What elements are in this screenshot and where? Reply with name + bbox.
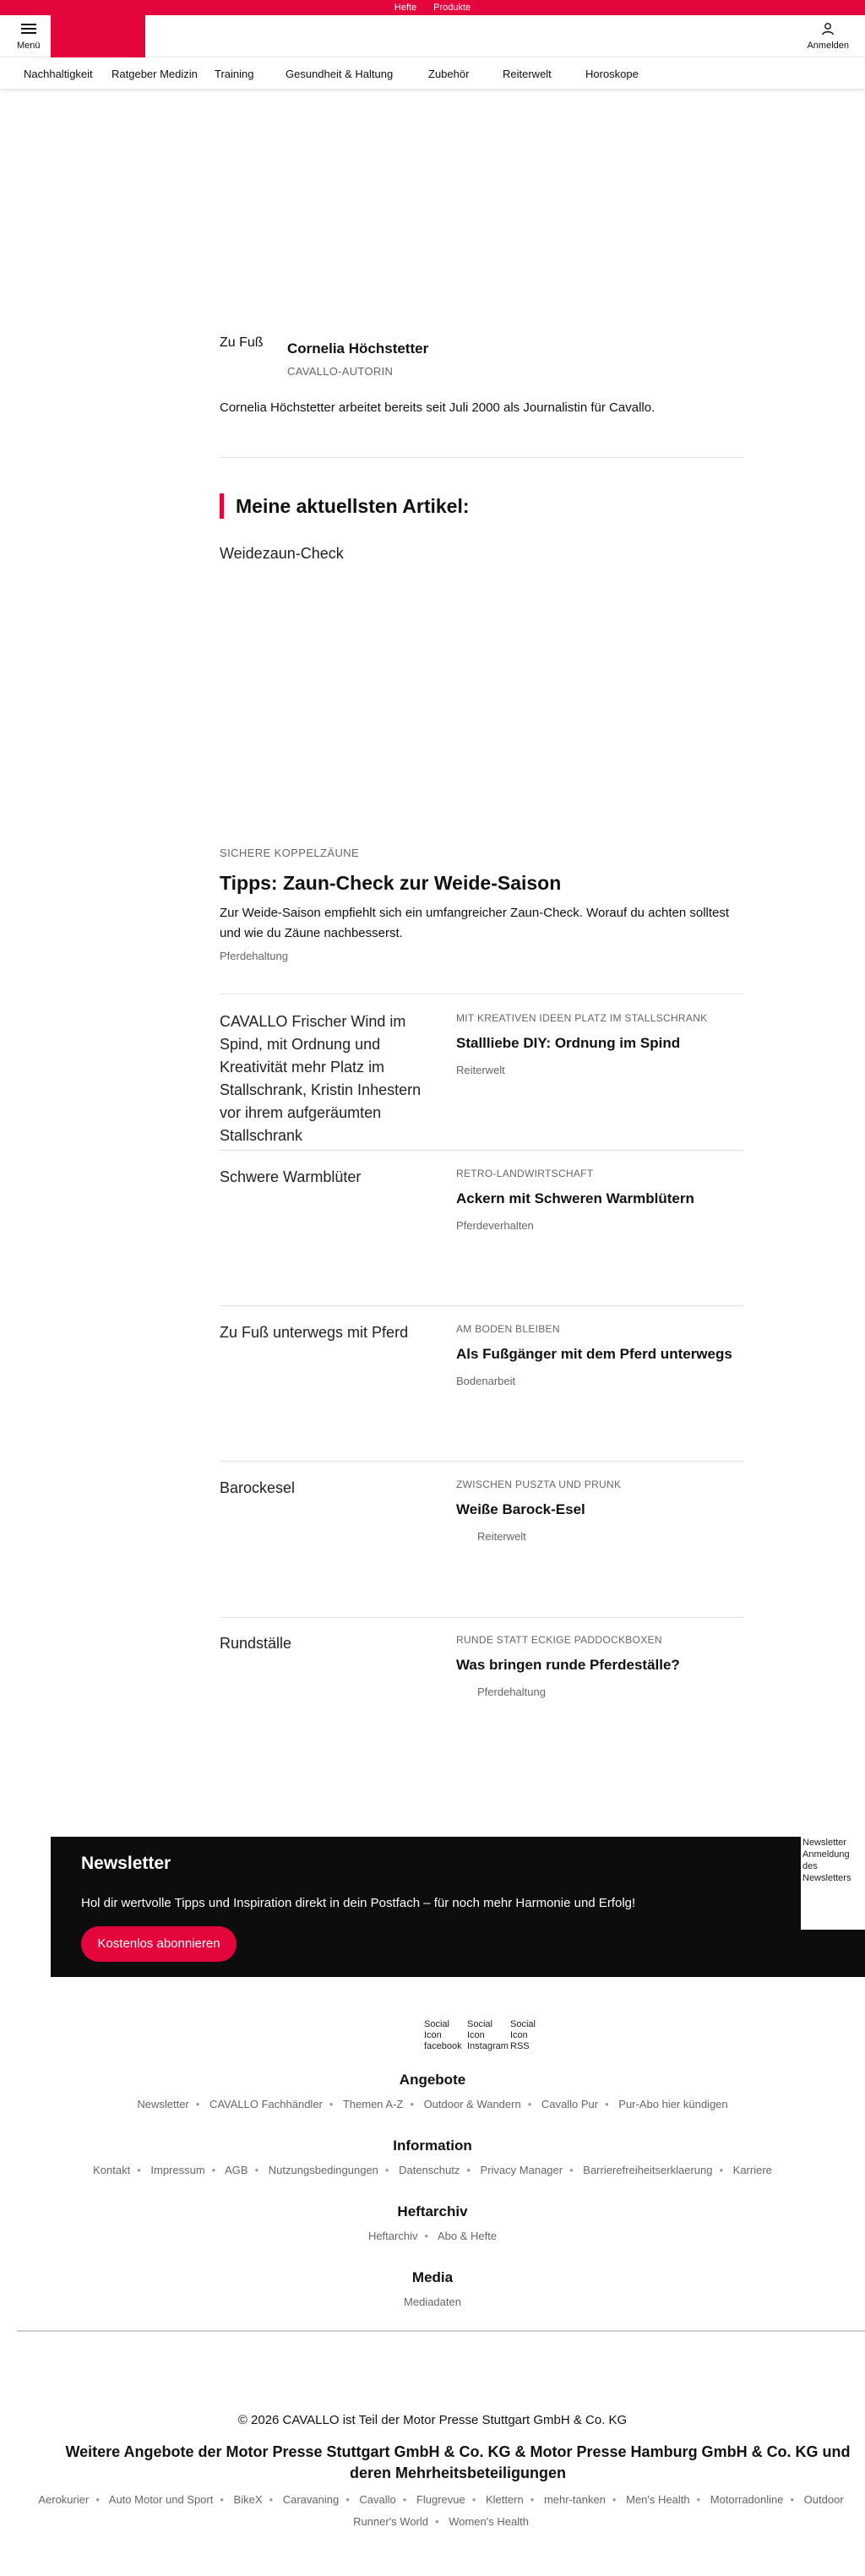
publisher-link[interactable]: Outdoor (803, 2493, 844, 2506)
article-kicker: ZWISCHEN PUSZTA UND PRUNK (456, 1479, 622, 1490)
footer-links-media (0, 2296, 865, 2308)
footer-heading-angebote: Angebote (399, 2072, 466, 2088)
footer-link[interactable]: Kontakt (93, 2164, 131, 2176)
divider (220, 1305, 743, 1306)
article-image[interactable]: Barockesel (220, 1479, 296, 1496)
feature-article-teaser: Zur Weide-Saison empfiehlt sich ein umfangreicher Zaun-Check. Worauf du achten solltest und wie du Zäune nachbesserst. (220, 906, 730, 940)
footer-link[interactable]: Mediadaten (404, 2296, 461, 2308)
feature-article-kicker: SICHERE KOPPELZÄUNE (220, 847, 360, 859)
article-category[interactable]: Bodenarbeit (456, 1375, 516, 1387)
footer-link[interactable]: Themen A-Z (342, 2098, 404, 2110)
publisher-link[interactable]: Aerokurier (38, 2493, 90, 2506)
publisher-link[interactable]: BikeX (233, 2493, 263, 2506)
divider (220, 1617, 743, 1618)
author-name: Cornelia Höchstetter (287, 340, 429, 357)
article-kicker: RETRO-LANDWIRTSCHAFT (456, 1168, 594, 1179)
footer-link[interactable]: Outdoor & Wandern (423, 2098, 521, 2110)
article-title[interactable]: Was bringen runde Pferdeställe? (456, 1657, 680, 1673)
article-category[interactable]: Reiterwelt (456, 1064, 505, 1076)
nav-item-reiterwelt[interactable]: Reiterwelt (503, 68, 552, 80)
publisher-link[interactable]: Flugrevue (416, 2493, 465, 2506)
more-offers-links: Aerokurier • Auto Motor und Sport • BikeX • Caravaning • Cavallo • Flugrevue • Klettern • mehr-tanken • Men's Health • Motorradonline • Outdoor Runner's World • Women's Health (38, 2493, 844, 2528)
footer-link[interactable]: Privacy Manager (480, 2164, 563, 2176)
publisher-link[interactable]: Auto Motor und Sport (108, 2493, 214, 2506)
footer-link[interactable]: Newsletter (137, 2098, 189, 2110)
footer-link[interactable]: Impressum (150, 2164, 205, 2176)
footer-link[interactable]: Barrierefreiheitserklaerung (583, 2164, 713, 2176)
footer-link[interactable]: Cavallo Pur (541, 2098, 599, 2110)
footer-link[interactable]: AGB (225, 2164, 248, 2176)
publisher-link[interactable]: Men's Health (626, 2493, 690, 2506)
nav-item-gesundheit-haltung[interactable]: Gesundheit & Haltung (286, 68, 394, 80)
facebook-icon[interactable]: Social Icon facebook (424, 2019, 462, 2051)
article-title[interactable]: Stallliebe DIY: Ordnung im Spind (456, 1035, 681, 1051)
instagram-icon[interactable]: Social Icon Instagram (467, 2019, 509, 2051)
divider (220, 1461, 743, 1462)
footer-link[interactable]: Abo & Hefte (437, 2230, 498, 2242)
newsletter-title: Newsletter (81, 1854, 171, 1873)
footer-links-heftarchiv: Heftarchiv • Abo & Hefte (367, 2230, 498, 2242)
site-header (0, 15, 865, 57)
article-title[interactable]: Weiße Barock-Esel (456, 1501, 585, 1517)
menu-button[interactable]: Menü (17, 41, 41, 51)
newsletter-image: Newsletter Anmeldung des Newsletters (801, 1837, 865, 1930)
footer-divider (17, 2330, 865, 2332)
article-title[interactable]: Ackern mit Schweren Warmblütern (456, 1190, 694, 1206)
login-button[interactable]: Anmelden (807, 41, 849, 51)
author-bio: Cornelia Höchstetter arbeitet bereits seit Juli 2000 als Journalistin für Cavallo. (220, 400, 656, 415)
feature-article-title[interactable]: Tipps: Zaun-Check zur Weide-Saison (220, 872, 562, 894)
divider (220, 1150, 743, 1151)
article-category[interactable]: Reiterwelt (477, 1530, 526, 1543)
article-kicker: RUNDE STATT ECKIGE PADDOCKBOXEN (456, 1634, 662, 1646)
author-avatar: Zu Fuß (220, 335, 264, 350)
feature-article-image[interactable]: Weidezaun-Check (220, 545, 344, 562)
newsletter-banner (51, 1837, 865, 1977)
newsletter-subscribe-button[interactable]: Kostenlos abonnieren (81, 1926, 237, 1962)
publisher-link[interactable]: Runner's World (353, 2515, 429, 2528)
hamburger-menu-icon[interactable] (21, 24, 36, 34)
nav-item-nachhaltigkeit[interactable]: Nachhaltigkeit (24, 68, 93, 80)
feature-article-category[interactable]: Pferdehaltung (220, 950, 288, 962)
nav-item-ratgeber-medizin[interactable]: Ratgeber Medizin (112, 68, 198, 80)
footer-link[interactable]: Datenschutz (399, 2164, 460, 2176)
copyright: © 2026 CAVALLO ist Teil der Motor Presse Stuttgart GmbH & Co. KG (237, 2413, 628, 2427)
article-kicker: MIT KREATIVEN IDEEN PLATZ IM STALLSCHRANK (456, 1012, 708, 1024)
publisher-link[interactable]: Women's Health (449, 2515, 529, 2528)
publisher-link[interactable]: Motorradonline (710, 2493, 784, 2506)
publisher-link[interactable]: Caravaning (282, 2493, 340, 2506)
divider (220, 457, 743, 458)
article-title[interactable]: Als Fußgänger mit dem Pferd unterwegs (456, 1346, 732, 1362)
footer-link[interactable]: CAVALLO Fachhändler (209, 2098, 323, 2110)
topbar-link-produkte[interactable]: Produkte (433, 3, 471, 13)
nav-item-training[interactable]: Training (215, 68, 254, 80)
article-image[interactable]: CAVALLO Frischer Wind im Spind, mit Ordnung und Kreativität mehr Platz im Stallschrank, Kristin Inhestern vor ihrem aufgeräumten Stallschrank (220, 1013, 422, 1144)
footer-link[interactable]: Nutzungsbedingungen (268, 2164, 378, 2176)
article-category[interactable]: Pferdehaltung (477, 1686, 546, 1698)
footer-heading-heftarchiv: Heftarchiv (397, 2203, 468, 2219)
footer-links-information: Kontakt • Impressum • AGB • Nutzungsbedingungen • Datenschutz • Privacy Manager • Barrierefreiheitserklaerung • Karriere (93, 2164, 772, 2176)
article-image[interactable]: Rundställe (220, 1635, 292, 1652)
footer-heading-information: Information (393, 2138, 472, 2154)
top-bar (0, 0, 865, 15)
cavallo-logo[interactable] (51, 15, 145, 57)
article-kicker: AM BODEN BLEIBEN (456, 1323, 560, 1335)
article-category[interactable]: Pferdeverhalten (456, 1219, 534, 1232)
footer-link[interactable]: Karriere (732, 2164, 772, 2176)
nav-item-horoskope[interactable]: Horoskope (585, 68, 639, 80)
publisher-link[interactable]: Klettern (485, 2493, 524, 2506)
article-image[interactable]: Zu Fuß unterwegs mit Pferd (220, 1324, 409, 1341)
publisher-link[interactable]: mehr-tanken (543, 2493, 606, 2506)
footer-link[interactable]: Heftarchiv (367, 2230, 418, 2242)
more-offers-heading: Weitere Angebote der Motor Presse Stuttgart GmbH & Co. KG & Motor Presse Hamburg GmbH & Co. KG und deren Mehrheitsbeteiligungen (65, 2443, 851, 2481)
footer-heading-media: Media (411, 2269, 454, 2285)
footer-links-angebote: Newsletter • CAVALLO Fachhändler • Themen A-Z • Outdoor & Wandern • Cavallo Pur • Pur-Abo hier kündigen (137, 2098, 728, 2110)
newsletter-text: Hol dir wertvolle Tipps und Inspiration direkt in dein Postfach – für noch mehr Harmonie und Erfolg! (81, 1896, 636, 1910)
main-navigation (0, 58, 865, 89)
user-icon[interactable] (821, 22, 835, 35)
author-role: CAVALLO-AUTORIN (287, 365, 394, 378)
footer-link[interactable]: Pur-Abo hier kündigen (618, 2098, 728, 2110)
article-image[interactable]: Schwere Warmblüter (220, 1168, 362, 1185)
nav-item-zubehoer[interactable]: Zubehör (428, 68, 470, 80)
section-title: Meine aktuellsten Artikel: (220, 493, 470, 519)
publisher-link[interactable]: Cavallo (359, 2493, 396, 2506)
rss-icon[interactable]: Social Icon RSS (510, 2019, 536, 2051)
topbar-link-hefte[interactable]: Hefte (394, 3, 417, 13)
